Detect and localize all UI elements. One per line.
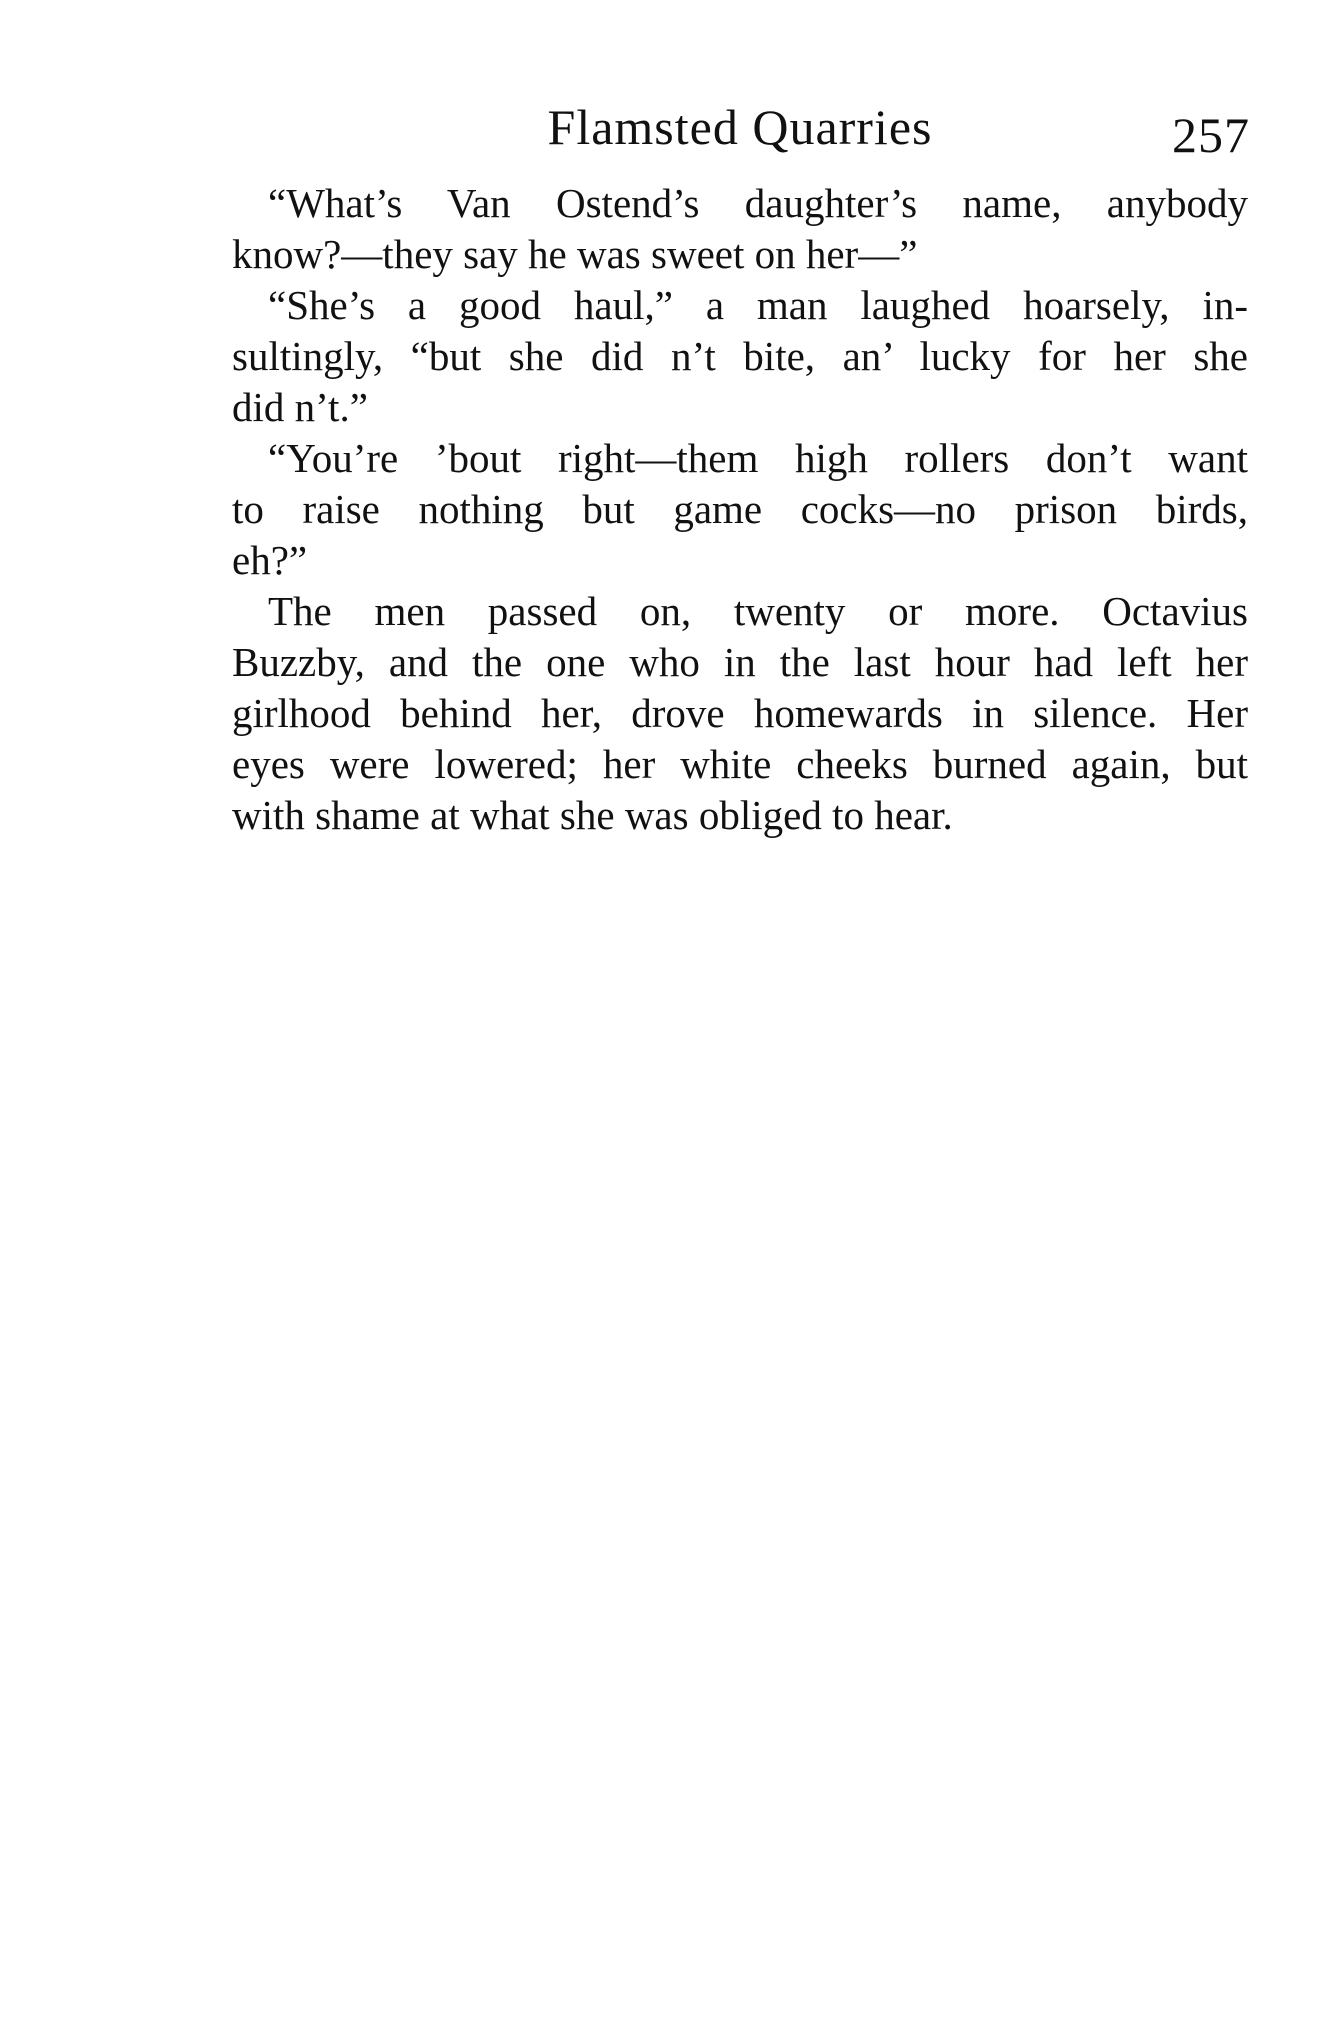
text-line: girlhood behind her, drove homewards in silence. Her [232,690,1248,736]
text-line: eyes were lowered; her white cheeks burned again, but [232,741,1248,787]
text-line: “What’s Van Ostend’s daughter’s name, anybody [268,180,1248,226]
text-line: “You’re ’bout right—them high rollers don’t want [268,435,1248,481]
text-line: know?—they say he was sweet on her—” [232,231,918,277]
text-line: Buzzby, and the one who in the last hour had left her [232,639,1248,685]
body-text [232,178,1248,841]
text-line: “She’s a good haul,” a man laughed hoarsely, in- [268,282,1248,328]
text-line: with shame at what she was obliged to hear. [232,792,953,838]
running-title: Flamsted Quarries [547,99,933,155]
running-head [230,92,1250,162]
text-line: The men passed on, twenty or more. Octavius [268,588,1248,634]
text-line: to raise nothing but game cocks—no prison birds, [232,486,1248,532]
text-line: did n’t.” [232,384,368,430]
page-number: 257 [1172,107,1250,163]
text-line: sultingly, “but she did n’t bite, an’ lucky for her she [232,333,1248,379]
text-line: eh?” [232,537,308,583]
